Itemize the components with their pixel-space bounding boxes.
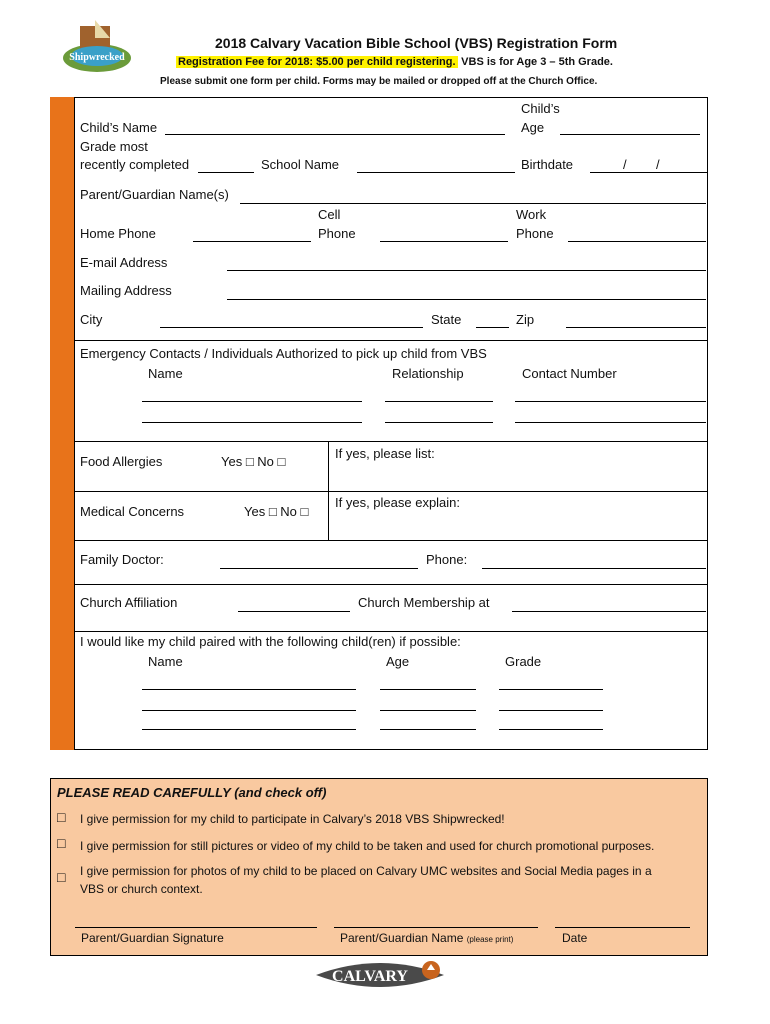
emergency-col-relationship: Relationship bbox=[392, 366, 464, 381]
orange-stripe bbox=[50, 97, 75, 750]
printed-name-label: Parent/Guardian Name bbox=[340, 931, 464, 945]
doctor-phone-label: Phone: bbox=[426, 552, 468, 567]
pair-age-field-1[interactable] bbox=[380, 689, 476, 690]
permission-checkbox-3[interactable]: □ bbox=[57, 869, 66, 885]
church-affiliation-field[interactable] bbox=[238, 611, 350, 612]
emergency-contact-field-1[interactable] bbox=[515, 401, 706, 402]
pairing-title: I would like my child paired with the following child(ren) if possible: bbox=[80, 634, 461, 649]
email-field[interactable] bbox=[227, 270, 706, 271]
pair-grade-field-1[interactable] bbox=[499, 689, 603, 690]
church-membership-label: Church Membership at bbox=[358, 595, 490, 610]
emergency-col-contact: Contact Number bbox=[522, 366, 617, 381]
childs-age-field[interactable] bbox=[560, 134, 700, 135]
birthdate-field[interactable] bbox=[590, 172, 708, 173]
pair-age-field-3[interactable] bbox=[380, 729, 476, 730]
home-phone-field[interactable] bbox=[193, 241, 311, 242]
age-note: VBS is for Age 3 – 5th Grade. bbox=[461, 56, 613, 68]
pair-name-field-3[interactable] bbox=[142, 729, 356, 730]
pair-grade-field-2[interactable] bbox=[499, 710, 603, 711]
emergency-col-name: Name bbox=[148, 366, 183, 381]
work-phone-field[interactable] bbox=[568, 241, 706, 242]
family-doctor-label: Family Doctor: bbox=[80, 552, 164, 567]
pair-age-field-2[interactable] bbox=[380, 710, 476, 711]
grade-field[interactable] bbox=[198, 172, 254, 173]
pair-col-age: Age bbox=[386, 654, 410, 669]
emergency-rel-field-1[interactable] bbox=[385, 401, 493, 402]
childs-name-label: Child’s Name bbox=[80, 120, 158, 135]
permission-text-2: I give permission for still pictures or video of my child to be taken and used for church promotional purposes. bbox=[80, 839, 655, 853]
fee-note: Registration Fee for 2018: $5.00 per child registering. bbox=[178, 56, 456, 68]
cell-phone-label-2: Phone bbox=[318, 226, 356, 241]
email-label: E-mail Address bbox=[80, 255, 168, 270]
signature-label: Parent/Guardian Signature bbox=[81, 931, 224, 945]
zip-label: Zip bbox=[516, 312, 535, 327]
permission-text-3a: I give permission for photos of my child to be placed on Calvary UMC websites and Social Media pages in a bbox=[80, 864, 652, 878]
mailing-label: Mailing Address bbox=[80, 283, 172, 298]
printed-name-field[interactable] bbox=[334, 927, 538, 928]
childs-age-label-1: Child’s bbox=[521, 101, 560, 116]
parent-names-label: Parent/Guardian Name(s) bbox=[80, 187, 229, 202]
pair-name-field-1[interactable] bbox=[142, 689, 356, 690]
calvary-logo-text: CALVARY bbox=[332, 968, 408, 985]
doctor-phone-field[interactable] bbox=[482, 568, 706, 569]
permission-text-3b: VBS or church context. bbox=[80, 882, 203, 896]
medical-concerns-label: Medical Concerns bbox=[80, 504, 185, 519]
emergency-name-field-2[interactable] bbox=[142, 422, 362, 423]
date-field[interactable] bbox=[555, 927, 690, 928]
church-membership-field[interactable] bbox=[512, 611, 706, 612]
permission-checkbox-2[interactable]: □ bbox=[57, 835, 66, 851]
childs-name-field[interactable] bbox=[165, 134, 505, 135]
logo-text: Shipwrecked bbox=[69, 52, 125, 63]
pair-col-name: Name bbox=[148, 654, 183, 669]
city-label: City bbox=[80, 312, 103, 327]
birthdate-slash-2: / bbox=[656, 157, 660, 172]
birthdate-slash-1: / bbox=[623, 157, 627, 172]
birthdate-label: Birthdate bbox=[521, 157, 574, 172]
pair-name-field-2[interactable] bbox=[142, 710, 356, 711]
submit-note: Please submit one form per child. Forms may be mailed or dropped off at the Church Office. bbox=[160, 76, 598, 87]
shipwrecked-logo bbox=[60, 18, 134, 78]
work-phone-label-2: Phone bbox=[516, 226, 554, 241]
parent-names-field[interactable] bbox=[240, 203, 706, 204]
medical-concerns-yesno[interactable]: Yes □ No □ bbox=[244, 504, 309, 519]
permission-text-1: I give permission for my child to participate in Calvary’s 2018 VBS Shipwrecked! bbox=[80, 812, 505, 826]
food-allergies-yesno[interactable]: Yes □ No □ bbox=[221, 454, 286, 469]
church-affiliation-label: Church Affiliation bbox=[80, 595, 178, 610]
work-phone-label-1: Work bbox=[516, 207, 547, 222]
signature-field[interactable] bbox=[75, 927, 317, 928]
state-label: State bbox=[431, 312, 462, 327]
pair-col-grade: Grade bbox=[505, 654, 542, 669]
permissions-title: PLEASE READ CAREFULLY (and check off) bbox=[57, 785, 327, 800]
food-allergies-label: Food Allergies bbox=[80, 454, 163, 469]
city-field[interactable] bbox=[160, 327, 423, 328]
school-name-field[interactable] bbox=[357, 172, 515, 173]
family-doctor-field[interactable] bbox=[220, 568, 418, 569]
state-field[interactable] bbox=[476, 327, 509, 328]
emergency-title: Emergency Contacts / Individuals Authorized to pick up child from VBS bbox=[80, 346, 487, 361]
mailing-field[interactable] bbox=[227, 299, 706, 300]
calvary-logo bbox=[310, 955, 450, 993]
school-name-label: School Name bbox=[261, 157, 340, 172]
cell-phone-field[interactable] bbox=[380, 241, 508, 242]
home-phone-label: Home Phone bbox=[80, 226, 156, 241]
emergency-contact-field-2[interactable] bbox=[515, 422, 706, 423]
form-title: 2018 Calvary Vacation Bible School (VBS) Registration Form bbox=[215, 35, 618, 51]
food-allergies-list-label: If yes, please list: bbox=[335, 446, 435, 461]
emergency-name-field-1[interactable] bbox=[142, 401, 362, 402]
printed-name-hint: (please print) bbox=[466, 935, 514, 944]
cell-phone-label-1: Cell bbox=[318, 207, 341, 222]
emergency-rel-field-2[interactable] bbox=[385, 422, 493, 423]
permission-checkbox-1[interactable]: □ bbox=[57, 809, 66, 825]
date-label: Date bbox=[562, 931, 588, 945]
grade-label-1: Grade most bbox=[80, 139, 148, 154]
childs-age-label-2: Age bbox=[521, 120, 545, 135]
zip-field[interactable] bbox=[566, 327, 706, 328]
pair-grade-field-3[interactable] bbox=[499, 729, 603, 730]
medical-explain-label: If yes, please explain: bbox=[335, 495, 461, 510]
grade-label-2: recently completed bbox=[80, 157, 190, 172]
